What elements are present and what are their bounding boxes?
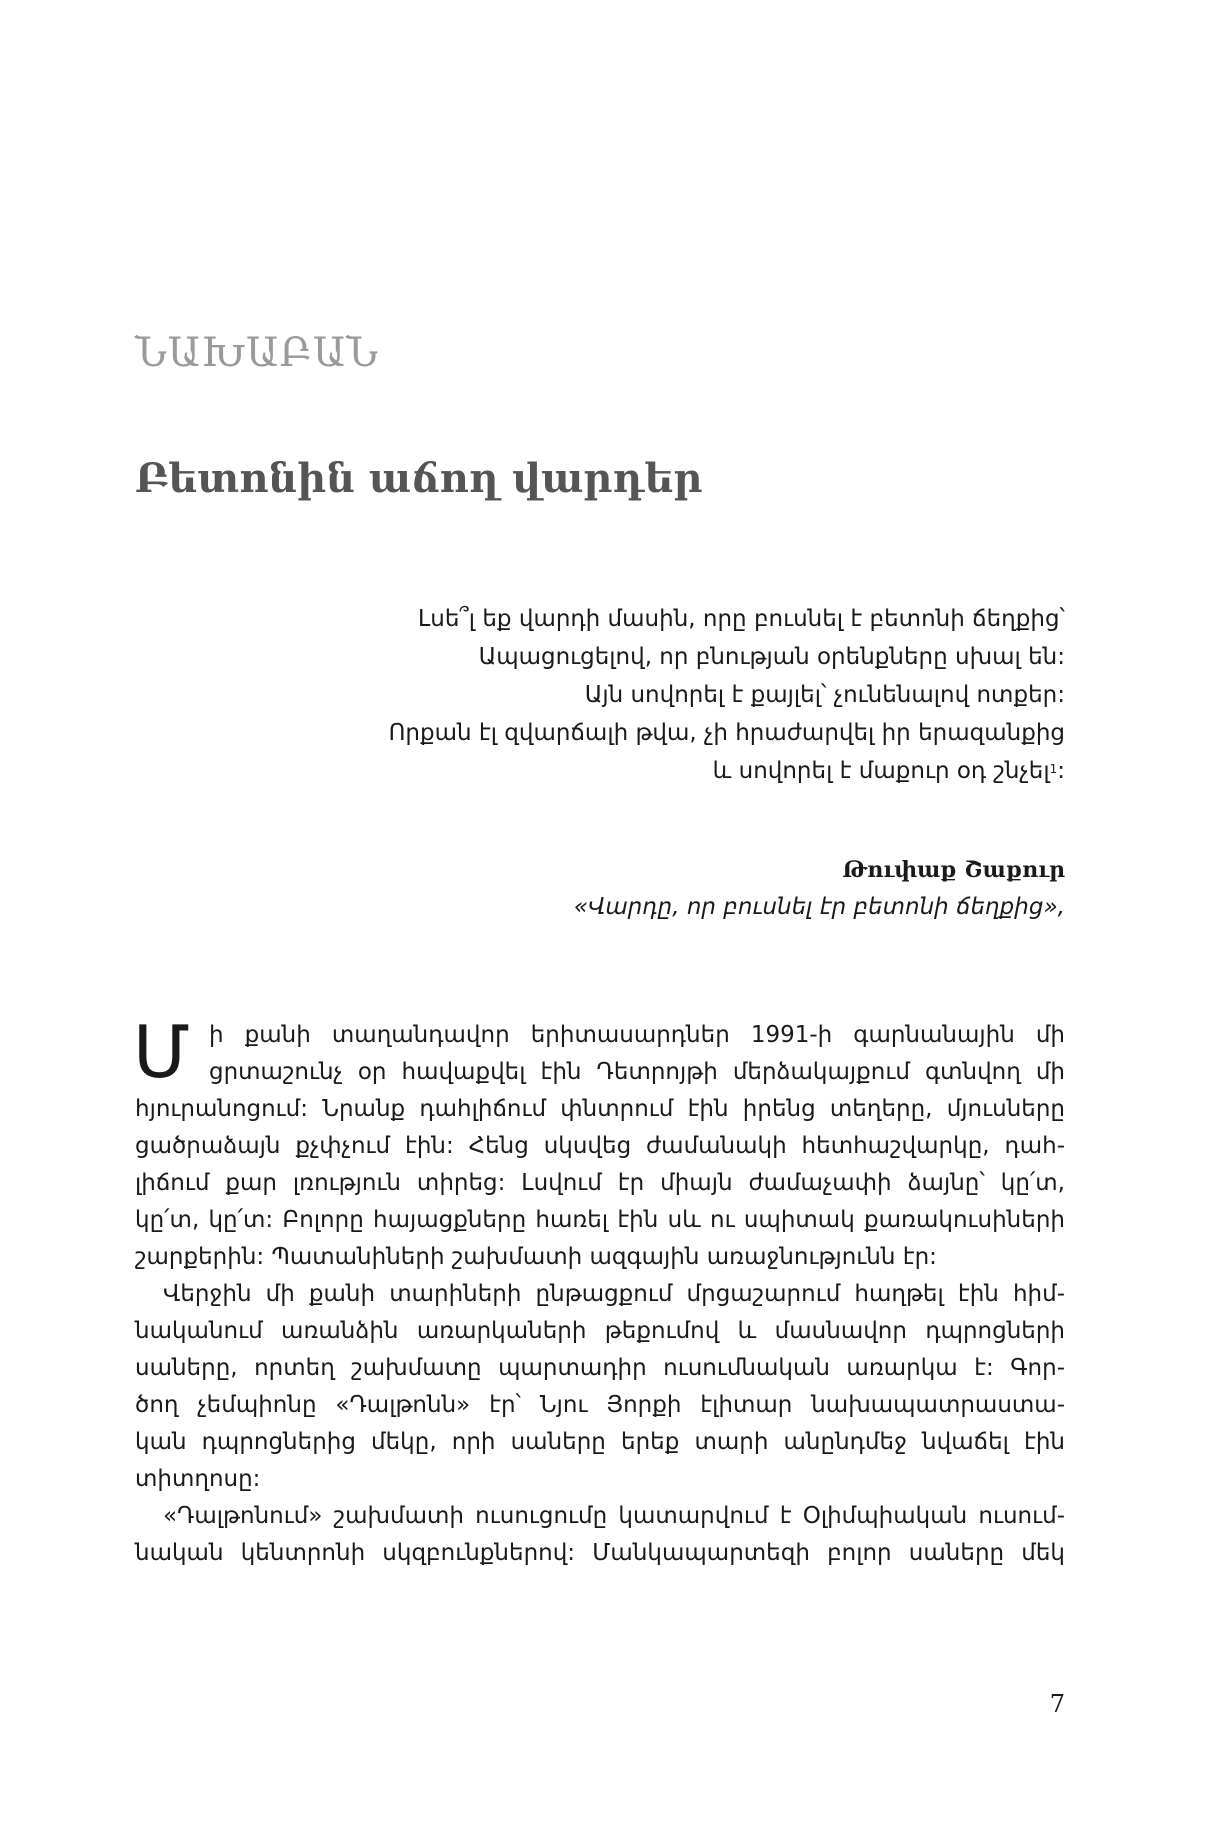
epigraph-attribution bbox=[265, 852, 1065, 926]
body-line: Վերջին մի քանի տարիների ընթացքում մրցաշարում հաղթել էին հիմ- bbox=[163, 1281, 1065, 1307]
epigraph-line: Որքան էլ զվարճալի թվա, չի հրաժարվել իր երազանքից bbox=[388, 720, 1065, 746]
body-line: կան դպրոցներից մեկը, որի սաները երեք տարի անընդմեջ նվաճել էին bbox=[135, 1429, 1065, 1455]
body-line: կը՛տ, կը՛տ: Բոլորը հայացքները հառել էին սև ու սպիտակ քառակուսիների bbox=[135, 1207, 1065, 1233]
body-line: ցրտաշունչ օր հավաքվել էին Դետրոյթի մերձակայքում գտնվող մի bbox=[209, 1059, 1065, 1085]
body-line: ի քանի տաղանդավոր երիտասարդներ 1991-ի գարնանային մի bbox=[209, 1022, 1065, 1048]
epigraph-work-title: «Վարդը, որ բուսնել էր բետոնի ճեղքից», bbox=[573, 894, 1065, 920]
body-line: հյուրանոցում: Նրանք դահլիճում փնտրում էին իրենց տեղերը, մյուսները bbox=[135, 1096, 1065, 1122]
body-line: նական կենտրոնի սկզբունքներով: Մանկապարտեզի բոլոր սաները մեկ bbox=[135, 1540, 1065, 1566]
epigraph bbox=[265, 600, 1065, 790]
epigraph-line-text: և սովորել է մաքուր օդ շնչել bbox=[712, 758, 1050, 784]
body-line: շարքերին: Պատանիների շախմատի ազգային առաջնությունն էր: bbox=[135, 1244, 937, 1270]
epigraph-line: Լսե՞լ եք վարդի մասին, որը բուսնել է բետոնի ճեղքից՝ bbox=[418, 606, 1065, 632]
epigraph-line-end: : bbox=[1057, 758, 1065, 784]
body-line: «Դալթոնում» շախմատի ուսուցումը կատարվում է Օլիմպիական ուսում- bbox=[163, 1503, 1065, 1529]
epigraph-line: Այն սովորել է քայլել՝ չունենալով ոտքեր: bbox=[584, 682, 1065, 708]
epigraph-line-last bbox=[265, 752, 1065, 790]
body-line: սաները, որտեղ շախմատը պարտադիր ուսումնական առարկա է: Գոր- bbox=[135, 1355, 1065, 1381]
chapter-title: Բետոնին աճող վարդեր bbox=[135, 455, 703, 502]
epigraph-line: Ապացուցելով, որ բնության օրենքները սխալ են: bbox=[478, 644, 1065, 670]
epigraph-author: Թուփաք Շաքուր bbox=[842, 857, 1065, 883]
section-label: ՆԱԽԱԲԱՆ bbox=[135, 330, 380, 376]
footnote-marker[interactable]: 1 bbox=[1049, 762, 1058, 776]
body-line: նականում առանձին առարկաների թեքումով և մասնավոր դպրոցների bbox=[135, 1318, 1065, 1344]
body-line: ծող չեմպիոնը «Դալթոնն» էր՝ Նյու Յորքի էլիտար նախապատրաստա- bbox=[135, 1392, 1065, 1418]
page-number: 7 bbox=[1049, 1690, 1065, 1718]
body-line: ցածրաձայն քչփչում էին: Հենց սկսվեց ժամանակի հետհաշվարկը, դահ- bbox=[135, 1133, 1065, 1159]
body-line: լիճում քար լռություն տիրեց: Լսվում էր միայն ժամաչափի ձայնը՝ կը՛տ, bbox=[135, 1170, 1065, 1196]
body-text bbox=[133, 1010, 1065, 1572]
body-line: տիտղոսը: bbox=[135, 1466, 261, 1492]
drop-cap: Մ bbox=[133, 1010, 190, 1094]
